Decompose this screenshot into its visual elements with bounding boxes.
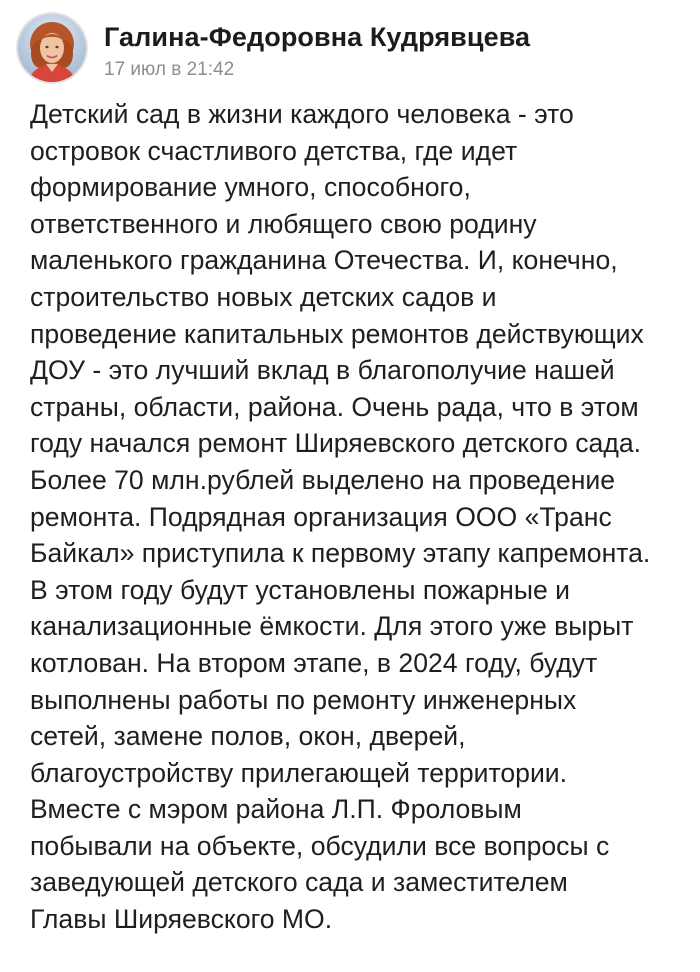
- post-text-line: ДОУ - это лучший вклад в благополучие нашей: [30, 355, 615, 386]
- post-text-line: строительство новых детских садов и: [30, 281, 497, 312]
- post-text-line: маленького гражданина Отечества. И, конечно,: [30, 245, 618, 276]
- post-text-line: Байкал» приступила к первому этапу капремонта.: [30, 538, 651, 569]
- post-header: [18, 14, 688, 84]
- post-text-line: канализационные ёмкости. Для этого уже вырыт: [30, 611, 634, 642]
- post-text: [30, 96, 696, 938]
- post-text-line: выполнены работы по ремонту инженерных: [30, 684, 577, 715]
- post-text-line: году начался ремонт Ширяевского детского сада.: [30, 428, 642, 459]
- post-text-line: ремонта. Подрядная организация ООО «Транс: [30, 501, 612, 532]
- post-text-line: В этом году будут установлены пожарные и: [30, 574, 570, 605]
- avatar[interactable]: [18, 14, 86, 82]
- post-text-line: побывали на объекте, обсудили все вопросы с: [30, 830, 610, 861]
- user-avatar-photo-icon: [18, 14, 86, 82]
- post-timestamp[interactable]: 17 июл в 21:42: [104, 59, 235, 80]
- post-text-line: благоустройству прилегающей территории.: [30, 757, 568, 788]
- post-text-line: Главы Ширяевского МО.: [30, 904, 333, 935]
- post-text-line: заведующей детского сада и заместителем: [30, 867, 568, 898]
- post-text-line: котлован. На втором этапе, в 2024 году, будут: [30, 647, 598, 678]
- post-text-line: ответственного и любящего свою родину: [30, 208, 537, 239]
- author-name[interactable]: Галина-Федоровна Кудрявцева: [104, 22, 531, 52]
- post-text-line: Детский сад в жизни каждого человека - это: [30, 99, 574, 129]
- post-text-line: сетей, замене полов, окон, дверей,: [30, 721, 466, 752]
- post-text-line: проведение капитальных ремонтов действующих: [30, 318, 644, 349]
- post-text-line: Вместе с мэром района Л.П. Фроловым: [30, 794, 522, 825]
- post-text-line: страны, области, района. Очень рада, что в этом: [30, 391, 639, 422]
- post-text-line: Более 70 млн.рублей выделено на проведение: [30, 464, 616, 495]
- post-text-line: островок счастливого детства, где идет: [30, 135, 518, 166]
- post-text-line: формирование умного, способного,: [30, 172, 471, 203]
